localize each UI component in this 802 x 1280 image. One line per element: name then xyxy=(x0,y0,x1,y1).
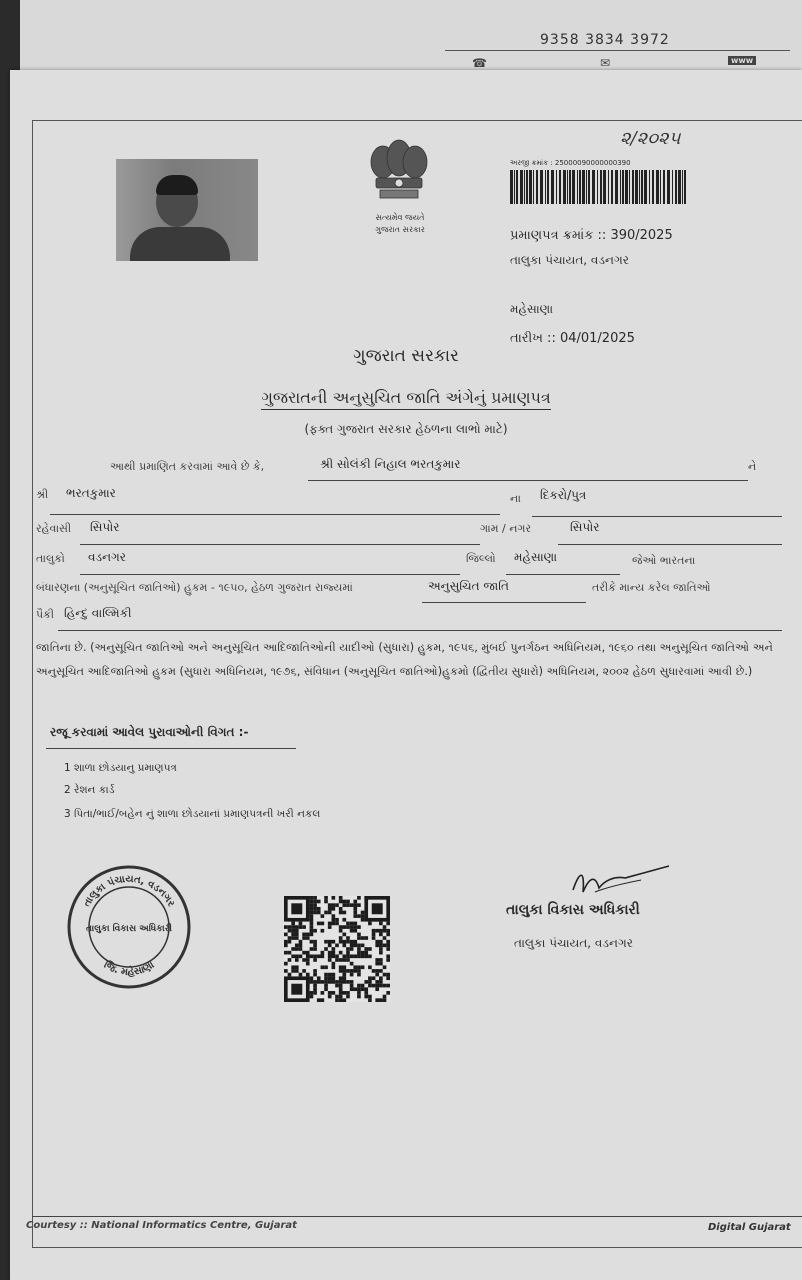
signature-icon xyxy=(565,862,675,906)
resident-rule xyxy=(80,544,480,545)
village-rule xyxy=(558,544,782,545)
official-seal-icon xyxy=(66,864,192,990)
phone-icon: ☎ xyxy=(472,56,487,70)
document-item: 1 શાળા છોડયાનુ પ્રમાણપત્ર xyxy=(64,762,177,774)
state-emblem-icon xyxy=(358,136,440,206)
category-value: અનુસુચિત જાતિ xyxy=(428,579,509,593)
district-value: મહેસાણા xyxy=(514,550,558,564)
category-rule xyxy=(422,602,586,603)
district-rule xyxy=(506,574,620,575)
seal-outer-text: તાલુકા પંચાયત, વડનગર xyxy=(81,873,177,909)
issue-date: તારીખ :: 04/01/2025 xyxy=(510,331,635,346)
qr-code-icon xyxy=(284,896,390,1002)
taluka-value: વડનગર xyxy=(88,550,126,564)
father-name-rule xyxy=(50,514,500,515)
resident-value: સિપોર xyxy=(90,520,120,534)
caste-value: હિન્દુ વાલ્મિકી xyxy=(64,606,132,620)
relation-rule xyxy=(532,516,782,517)
intro-suffix: ને xyxy=(748,460,757,473)
taluka-rule xyxy=(80,574,460,575)
certificate-title-text: ગુજરાતની અનુસુચિત જાતિ અંગેનું પ્રમાણપત્ર xyxy=(261,388,551,410)
certificate-sheet xyxy=(10,70,802,1280)
handwritten-date: ૨/૨૦૨૫ xyxy=(620,128,681,149)
certificate-number: પ્રમાણપત્ર ક્રમાંક :: 390/2025 xyxy=(510,228,673,243)
signatory-office: તાલુકા પંચાયત, વડનગર xyxy=(514,936,633,950)
application-number: અરજી ક્રમાંક : 25000090000000390 xyxy=(510,159,631,167)
mail-icon: ✉ xyxy=(600,56,611,70)
district-label: જિલ્લો xyxy=(466,552,496,565)
footer-brand: Digital Gujarat xyxy=(708,1222,791,1233)
certificate-border xyxy=(32,120,802,1248)
legal-paragraph: જાતિના છે. (અનુસૂચિત જાતિઓ અને અનુસૂચિત આદિજાતિઓની યાદીઓ (સુધારા) હુકમ, ૧૯૫૬, મુંબઈ પુનર્ગઠન અધિનિયમ, ૧૯૬૦ તથા અનુસૂચિત જાતિઓ અને અનુસૂચિત આદિજાતિઓ હુકમ (સુધારા અધિનિયમ, ૧૯૭૬, સંવિધાન (અનુસૂચિત જાતિઓ)હુકમો (દ્વિતીય સુધારો) અધિનિયમ, ૨૦૦૨ હેઠળ સુધારવામાં આવી છે.) xyxy=(36,641,773,678)
emblem-government-label: ગુજરાત સરકાર xyxy=(375,225,425,234)
resident-label: રહેવાસી xyxy=(36,522,72,535)
india-suffix: જેઓ ભારતના xyxy=(632,554,696,567)
signatory-title: તાલુકા વિકાસ અધિકારી xyxy=(506,902,640,918)
caste-rule xyxy=(58,630,782,631)
father-name: ભરતકુમાર xyxy=(66,486,116,500)
document-item: 2 રેશન કાર્ડ xyxy=(64,784,115,796)
document-item: 3 પિતા/ભાઈ/બહેન નું શાળા છોડયાનાં પ્રમાણપત્રની ખરી નકલ xyxy=(64,808,321,820)
documents-heading: રજૂ કરવામાં આવેલ પુરાવાઓની વિગત :- xyxy=(50,725,249,739)
village-value: સિપોર xyxy=(570,520,600,534)
taluka-label: તાલુકો xyxy=(36,552,65,565)
issuing-office: તાલુકા પંચાયત, વડનગર xyxy=(510,253,629,267)
footer-courtesy: Courtesy :: National Informatics Centre, Gujarat xyxy=(26,1220,297,1231)
certificate-subtitle: (ફક્ત ગુજરાત સરકાર હેઠળના લાભો માટે) xyxy=(304,422,508,436)
emblem-motto: સત્યમેવ જયતે xyxy=(375,213,425,222)
certificate-title xyxy=(10,388,802,408)
seal-inner-text: તાલુકા વિકાસ અધિકારી xyxy=(85,924,173,934)
relation-value: દિકરો/પુત્ર xyxy=(540,488,587,502)
father-label: શ્રી xyxy=(36,488,49,501)
barcode-icon xyxy=(510,170,690,204)
intro-label: આથી પ્રમાણિત કરવામાં આવે છે કે, xyxy=(110,460,265,473)
applicant-photo xyxy=(116,159,258,261)
relation-label: ના xyxy=(510,492,521,505)
recognised-suffix: તરીકે માન્ય કરેલ જાતિઓ xyxy=(592,581,711,594)
back-rule xyxy=(445,50,790,51)
issuing-district: મહેસાણા xyxy=(510,302,554,316)
svg-text:જિ. મહેસાણા xyxy=(102,958,157,978)
holder-name-rule xyxy=(308,480,748,481)
back-phone-number: 9358 3834 3972 xyxy=(540,32,670,48)
caste-label: પૈકી xyxy=(36,608,55,621)
order-label: બંધારણના (અનુસૂચિત જાતિઓ) હુકમ - ૧૯૫૦, હેઠળ ગુજરાત રાજ્યમાં xyxy=(36,581,353,594)
footer-rule xyxy=(32,1216,802,1217)
village-label: ગામ / નગર xyxy=(480,522,532,535)
holder-name: શ્રી સોલંકી નિહાલ ભરતકુમાર xyxy=(320,457,461,471)
web-icon: www xyxy=(728,56,756,65)
seal-bottom-text: જિ. મહેસાણા xyxy=(101,959,157,979)
documents-heading-rule xyxy=(46,748,296,749)
government-title: ગુજરાત સરકાર xyxy=(353,346,459,366)
